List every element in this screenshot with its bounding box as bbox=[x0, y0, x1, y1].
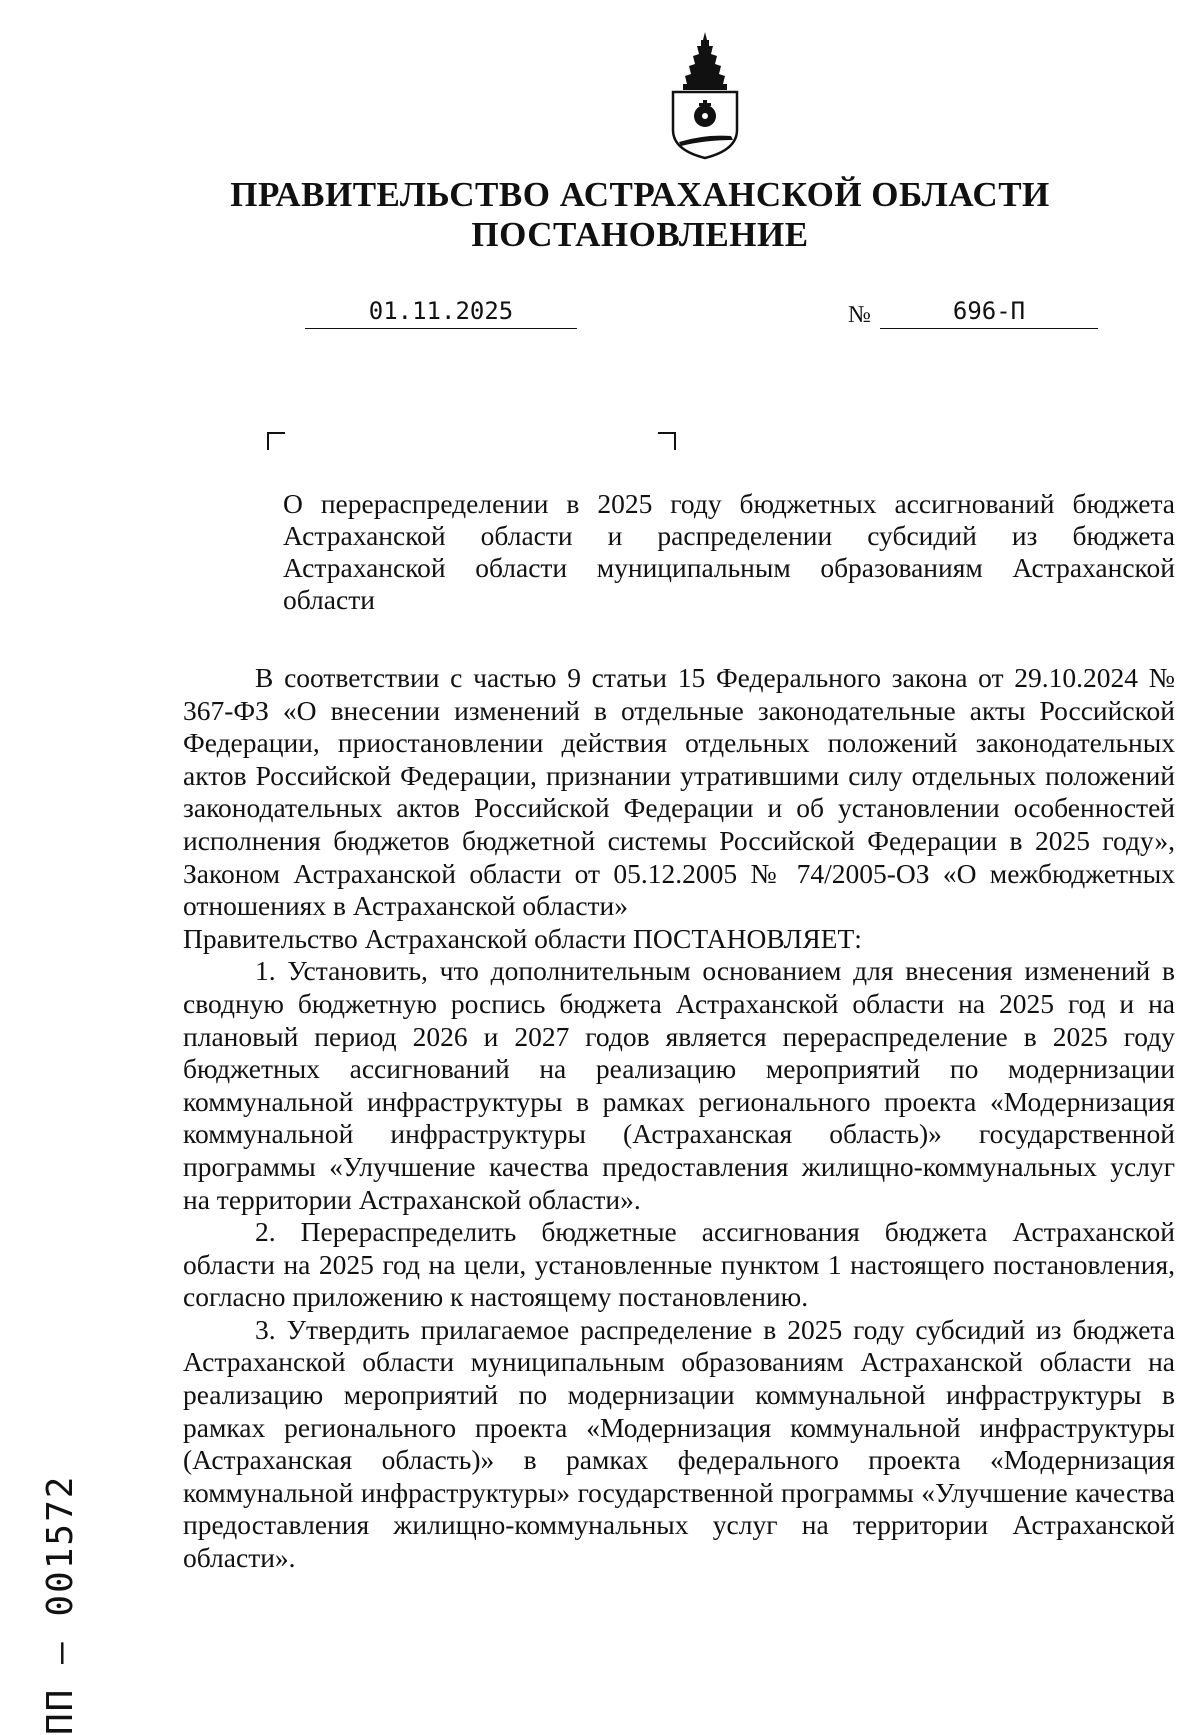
subject-corner-right bbox=[658, 432, 676, 450]
document-number: 696-П bbox=[880, 296, 1098, 329]
organization-title: ПРАВИТЕЛЬСТВО АСТРАХАНСКОЙ ОБЛАСТИ bbox=[230, 175, 1050, 214]
document-type-title: ПОСТАНОВЛЕНИЕ bbox=[471, 215, 809, 254]
item-2-paragraph: 2. Перераспределить бюджетные ассигнования бюджета Астраханской области на 2025 год на цели, установленные пунктом 1 настоящего постановления, согласно приложению к настоящему постановлению. bbox=[183, 1216, 1175, 1313]
item-3-paragraph: 3. Утвердить прилагаемое распределение в 2025 году субсидий из бюджета Астраханской области муниципальным образованиям Астраханской области на реализацию мероприятий по модернизации коммунальной инфраструктуры в рамках регионального проекта «Модернизация коммунальной инфраструктуры (Астраханская область)» в рамках федерального проекта «Модернизация коммунальной инфраструктуры» государственной программы «Улучшение качества предоставления жилищно-коммунальных услуг на территории Астраханской области». bbox=[183, 1313, 1175, 1574]
decree-paragraph: Правительство Астраханской области ПОСТАНОВЛЯЕТ: bbox=[183, 922, 862, 954]
preamble-paragraph: В соответствии с частью 9 статьи 15 Федерального закона от 29.10.2024 № 367-ФЗ «О внесении изменений в отдельные законодательные акты Российской Федерации, приостановлении действия отдельных положений законодательных актов Российской Федерации, признании утратившими силу отдельных положений законодательных актов Российской Федерации и об установлении особенностей исполнения бюджетов бюджетной системы Российской Федерации в 2025 году», Законом Астраханской области от 05.12.2005 № 74/2005-ОЗ «О межбюджетных отношениях в Астраханской области» bbox=[183, 662, 1175, 922]
number-label: № bbox=[848, 302, 871, 328]
side-registration-stamp: ПП – 001572 bbox=[40, 1474, 81, 1735]
item-1-paragraph: 1. Установить, что дополнительным основанием для внесения изменений в сводную бюджетную роспись бюджета Астраханской области на 2025 год и на плановый период 2026 и 2027 годов является перераспределение в 2025 году бюджетных ассигнований на реализацию мероприятий по модернизации коммунальной инфраструктуры в рамках регионального проекта «Модернизация коммунальной инфраструктуры (Астраханская область)» государственной программы «Улучшение качества предоставления жилищно-коммунальных услуг на территории Астраханской области». bbox=[183, 955, 1175, 1215]
coat-of-arms-icon bbox=[665, 30, 745, 160]
document-subject: О перераспределении в 2025 году бюджетных ассигнований бюджета Астраханской области и распределении субсидий из бюджета Астраханской области муниципальным образованиям Астраханской области bbox=[283, 488, 1175, 615]
subject-corner-left bbox=[267, 432, 285, 450]
document-body bbox=[183, 662, 1175, 1575]
document-date: 01.11.2025 bbox=[305, 296, 577, 329]
